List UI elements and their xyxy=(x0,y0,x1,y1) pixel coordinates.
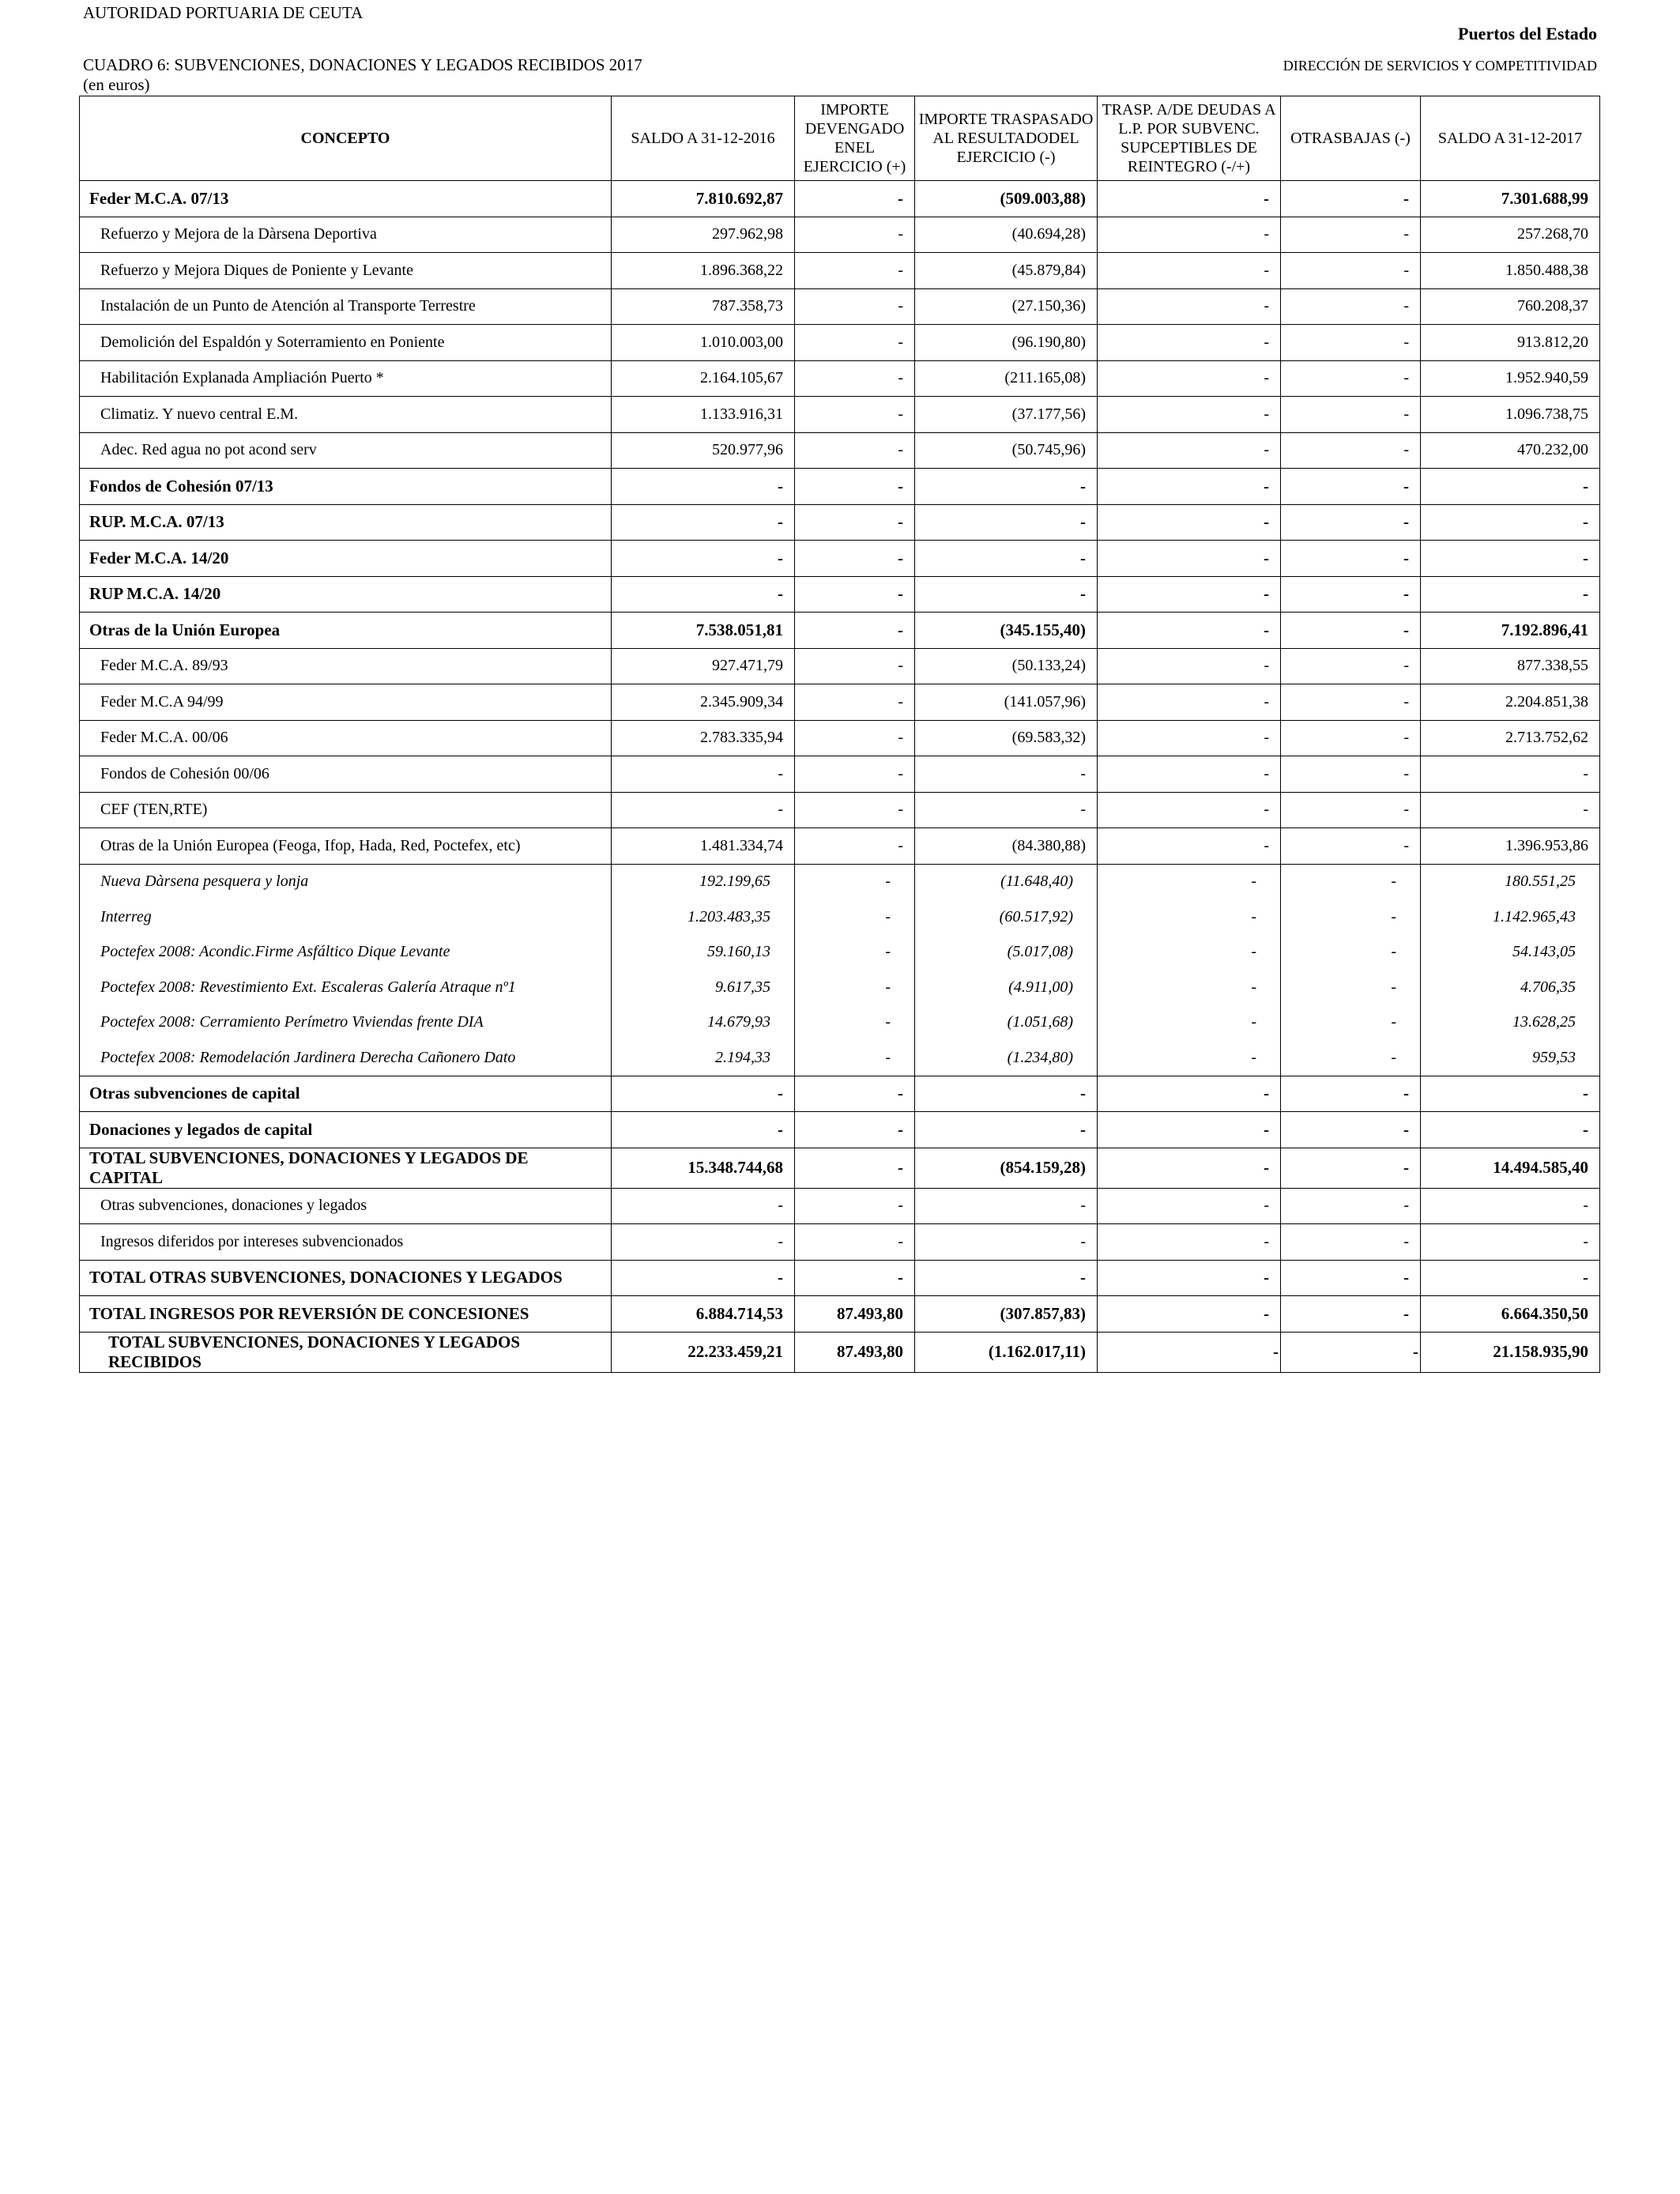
row-concept: Fondos de Cohesión 00/06 xyxy=(80,756,612,793)
row-value: - xyxy=(1281,1076,1421,1112)
row-value: - xyxy=(612,541,795,577)
row-value: 1.133.916,31 xyxy=(612,397,795,433)
row-value: - xyxy=(1281,970,1421,1005)
table-row xyxy=(80,1332,1600,1372)
row-value: 2.345.909,34 xyxy=(612,684,795,721)
row-value: - xyxy=(1281,792,1421,828)
row-value: - xyxy=(795,1076,915,1112)
row-value: 1.896.368,22 xyxy=(612,253,795,289)
row-value: - xyxy=(795,899,915,935)
row-value: - xyxy=(1098,360,1281,397)
row-value: - xyxy=(612,1112,795,1148)
row-value: 913.812,20 xyxy=(1421,325,1600,361)
row-value: - xyxy=(1098,504,1281,541)
row-value: - xyxy=(1098,1112,1281,1148)
table-row xyxy=(80,1005,1600,1041)
row-value: - xyxy=(1281,1224,1421,1261)
row-value: - xyxy=(1281,397,1421,433)
table-row xyxy=(80,613,1600,649)
row-value: (40.694,28) xyxy=(915,217,1098,253)
row-concept: TOTAL SUBVENCIONES, DONACIONES Y LEGADOS DE CAPITAL xyxy=(80,1148,612,1188)
row-concept: Demolición del Espaldón y Soterramiento en Poniente xyxy=(80,325,612,361)
row-value: - xyxy=(1281,1188,1421,1224)
row-value: 6.884.714,53 xyxy=(612,1296,795,1333)
row-value: (37.177,56) xyxy=(915,397,1098,433)
row-value: 2.713.752,62 xyxy=(1421,720,1600,756)
column-header: OTRASBAJAS (-) xyxy=(1281,96,1421,181)
row-value: 59.160,13 xyxy=(612,935,795,971)
row-value: - xyxy=(795,720,915,756)
row-value: 9.617,35 xyxy=(612,970,795,1005)
row-value: - xyxy=(795,397,915,433)
row-value: (27.150,36) xyxy=(915,288,1098,325)
row-value: (1.162.017,11) xyxy=(915,1332,1098,1372)
row-value: - xyxy=(795,217,915,253)
row-value: (50.133,24) xyxy=(915,648,1098,684)
row-concept: Poctefex 2008: Revestimiento Ext. Escaleras Galería Atraque nº1 xyxy=(80,970,612,1005)
table-row xyxy=(80,217,1600,253)
row-value: - xyxy=(1421,756,1600,793)
row-concept: RUP M.C.A. 14/20 xyxy=(80,576,612,613)
row-value: - xyxy=(795,288,915,325)
row-concept: TOTAL SUBVENCIONES, DONACIONES Y LEGADOS RECIBIDOS xyxy=(80,1332,612,1372)
row-value: - xyxy=(1098,469,1281,505)
row-value: 2.164.105,67 xyxy=(612,360,795,397)
table-row xyxy=(80,504,1600,541)
row-value: - xyxy=(795,828,915,865)
row-value: 14.494.585,40 xyxy=(1421,1148,1600,1188)
row-concept: Feder M.C.A. 89/93 xyxy=(80,648,612,684)
row-value: - xyxy=(795,756,915,793)
row-value: - xyxy=(795,648,915,684)
row-value: - xyxy=(1281,1005,1421,1041)
row-value: - xyxy=(1098,864,1281,899)
row-value: (5.017,08) xyxy=(915,935,1098,971)
row-value: - xyxy=(1098,1148,1281,1188)
row-value: 87.493,80 xyxy=(795,1332,915,1372)
row-value: - xyxy=(795,935,915,971)
row-value: - xyxy=(795,970,915,1005)
row-value: - xyxy=(795,1005,915,1041)
row-value: - xyxy=(1421,1224,1600,1261)
row-value: - xyxy=(1098,1296,1281,1333)
row-value: - xyxy=(795,1040,915,1076)
row-value: - xyxy=(1098,1260,1281,1296)
row-value: (509.003,88) xyxy=(915,181,1098,217)
row-value: 959,53 xyxy=(1421,1040,1600,1076)
row-value: - xyxy=(1281,828,1421,865)
row-value: - xyxy=(795,613,915,649)
table-row xyxy=(80,792,1600,828)
table-row xyxy=(80,360,1600,397)
row-value: (1.051,68) xyxy=(915,1005,1098,1041)
row-value: - xyxy=(1098,181,1281,217)
column-header: TRASP. A/DE DEUDAS A L.P. POR SUBVENC. SUPCEPTIBLES DE REINTEGRO (-/+) xyxy=(1098,96,1281,181)
table-body xyxy=(80,181,1600,1373)
table-row xyxy=(80,970,1600,1005)
row-value: - xyxy=(795,253,915,289)
row-value: (854.159,28) xyxy=(915,1148,1098,1188)
row-value: - xyxy=(1098,1332,1281,1372)
row-value: 1.952.940,59 xyxy=(1421,360,1600,397)
row-concept: Fondos de Cohesión 07/13 xyxy=(80,469,612,505)
row-value: 21.158.935,90 xyxy=(1421,1332,1600,1372)
row-value: - xyxy=(1098,828,1281,865)
table-row xyxy=(80,1112,1600,1148)
row-concept: Feder M.C.A. 07/13 xyxy=(80,181,612,217)
row-value: 7.301.688,99 xyxy=(1421,181,1600,217)
row-concept: Feder M.C.A. 00/06 xyxy=(80,720,612,756)
row-value: - xyxy=(795,576,915,613)
row-value: - xyxy=(1281,541,1421,577)
row-value: - xyxy=(915,576,1098,613)
row-value: (307.857,83) xyxy=(915,1296,1098,1333)
row-value: (345.155,40) xyxy=(915,613,1098,649)
row-value: - xyxy=(1281,899,1421,935)
row-value: - xyxy=(1098,613,1281,649)
row-value: 1.203.483,35 xyxy=(612,899,795,935)
row-value: - xyxy=(1098,288,1281,325)
row-value: - xyxy=(795,1188,915,1224)
table-row xyxy=(80,288,1600,325)
row-concept: Poctefex 2008: Cerramiento Perímetro Viviendas frente DIA xyxy=(80,1005,612,1041)
row-value: - xyxy=(1421,1260,1600,1296)
table-row xyxy=(80,756,1600,793)
row-value: 760.208,37 xyxy=(1421,288,1600,325)
row-concept: Feder M.C.A. 14/20 xyxy=(80,541,612,577)
row-concept: RUP. M.C.A. 07/13 xyxy=(80,504,612,541)
row-value: 470.232,00 xyxy=(1421,432,1600,469)
table-row xyxy=(80,648,1600,684)
brand-name: Puertos del Estado xyxy=(1458,24,1597,43)
row-value: 87.493,80 xyxy=(795,1296,915,1333)
row-value: 7.810.692,87 xyxy=(612,181,795,217)
row-value: - xyxy=(1098,576,1281,613)
row-value: 6.664.350,50 xyxy=(1421,1296,1600,1333)
table-row xyxy=(80,828,1600,865)
row-value: - xyxy=(612,1224,795,1261)
row-value: (211.165,08) xyxy=(915,360,1098,397)
row-value: - xyxy=(1098,935,1281,971)
row-value: - xyxy=(915,1260,1098,1296)
row-value: 15.348.744,68 xyxy=(612,1148,795,1188)
row-value: - xyxy=(1421,1188,1600,1224)
row-value: 180.551,25 xyxy=(1421,864,1600,899)
row-value: - xyxy=(1421,469,1600,505)
table-header-row xyxy=(80,96,1600,181)
row-value: - xyxy=(1281,684,1421,721)
table-row xyxy=(80,684,1600,721)
table-row xyxy=(80,181,1600,217)
row-value: - xyxy=(1281,288,1421,325)
row-value: 520.977,96 xyxy=(612,432,795,469)
row-value: - xyxy=(915,1076,1098,1112)
table-row xyxy=(80,1188,1600,1224)
row-value: - xyxy=(1281,1332,1421,1372)
row-value: (84.380,88) xyxy=(915,828,1098,865)
row-value: - xyxy=(915,469,1098,505)
row-value: 877.338,55 xyxy=(1421,648,1600,684)
row-value: - xyxy=(1098,1040,1281,1076)
row-value: 7.192.896,41 xyxy=(1421,613,1600,649)
row-value: - xyxy=(1421,541,1600,577)
row-value: - xyxy=(1098,970,1281,1005)
row-value: (4.911,00) xyxy=(915,970,1098,1005)
row-value: - xyxy=(1281,1296,1421,1333)
row-concept: CEF (TEN,RTE) xyxy=(80,792,612,828)
row-concept: TOTAL OTRAS SUBVENCIONES, DONACIONES Y LEGADOS xyxy=(80,1260,612,1296)
table-row xyxy=(80,576,1600,613)
table-row xyxy=(80,1260,1600,1296)
row-value: - xyxy=(1281,935,1421,971)
table-row xyxy=(80,541,1600,577)
row-concept: Otras subvenciones de capital xyxy=(80,1076,612,1112)
row-value: - xyxy=(795,1224,915,1261)
row-value: (141.057,96) xyxy=(915,684,1098,721)
row-value: - xyxy=(795,684,915,721)
row-value: - xyxy=(612,756,795,793)
row-value: - xyxy=(795,181,915,217)
row-concept: Ingresos diferidos por intereses subvencionados xyxy=(80,1224,612,1261)
row-value: - xyxy=(1281,504,1421,541)
row-value: - xyxy=(1281,1260,1421,1296)
row-value: (50.745,96) xyxy=(915,432,1098,469)
row-value: 192.199,65 xyxy=(612,864,795,899)
table-row xyxy=(80,1224,1600,1261)
row-value: - xyxy=(1421,576,1600,613)
row-concept: Refuerzo y Mejora Diques de Poniente y Levante xyxy=(80,253,612,289)
row-value: 2.204.851,38 xyxy=(1421,684,1600,721)
row-concept: Poctefex 2008: Acondic.Firme Asfáltico Dique Levante xyxy=(80,935,612,971)
row-value: 7.538.051,81 xyxy=(612,613,795,649)
row-value: - xyxy=(1281,576,1421,613)
row-value: - xyxy=(1281,756,1421,793)
table-row xyxy=(80,899,1600,935)
row-value: - xyxy=(1098,397,1281,433)
table-row xyxy=(80,397,1600,433)
row-value: - xyxy=(612,504,795,541)
row-value: 787.358,73 xyxy=(612,288,795,325)
row-value: - xyxy=(1281,360,1421,397)
table-title: CUADRO 6: SUBVENCIONES, DONACIONES Y LEGADOS RECIBIDOS 2017 xyxy=(83,55,642,74)
row-value: 13.628,25 xyxy=(1421,1005,1600,1041)
row-value: - xyxy=(612,792,795,828)
row-value: 1.010.003,00 xyxy=(612,325,795,361)
row-concept: Climatiz. Y nuevo central E.M. xyxy=(80,397,612,433)
row-concept: Habilitación Explanada Ampliación Puerto * xyxy=(80,360,612,397)
row-value: - xyxy=(795,792,915,828)
row-value: - xyxy=(1098,1005,1281,1041)
column-header: IMPORTE DEVENGADO ENEL EJERCICIO (+) xyxy=(795,96,915,181)
row-value: - xyxy=(1281,217,1421,253)
row-value: - xyxy=(795,325,915,361)
row-concept: Instalación de un Punto de Atención al Transporte Terrestre xyxy=(80,288,612,325)
row-value: - xyxy=(1098,684,1281,721)
table-row xyxy=(80,935,1600,971)
organization-name: AUTORIDAD PORTUARIA DE CEUTA xyxy=(83,3,363,22)
row-value: 4.706,35 xyxy=(1421,970,1600,1005)
row-value: - xyxy=(1098,648,1281,684)
row-value: 2.194,33 xyxy=(612,1040,795,1076)
row-value: - xyxy=(795,360,915,397)
column-header: SALDO A 31-12-2017 xyxy=(1421,96,1600,181)
table-row xyxy=(80,1148,1600,1188)
row-concept: Otras de la Unión Europea xyxy=(80,613,612,649)
row-value: - xyxy=(1098,1188,1281,1224)
row-value: (60.517,92) xyxy=(915,899,1098,935)
row-value: - xyxy=(1281,253,1421,289)
table-row xyxy=(80,469,1600,505)
subsidies-table xyxy=(79,96,1600,1373)
row-concept: Otras subvenciones, donaciones y legados xyxy=(80,1188,612,1224)
row-value: - xyxy=(1421,1112,1600,1148)
row-value: - xyxy=(1281,720,1421,756)
table-row xyxy=(80,325,1600,361)
row-value: - xyxy=(612,576,795,613)
row-concept: Poctefex 2008: Remodelación Jardinera Derecha Cañonero Dato xyxy=(80,1040,612,1076)
row-value: - xyxy=(1098,253,1281,289)
row-value: - xyxy=(795,1260,915,1296)
column-header: CONCEPTO xyxy=(80,96,612,181)
row-value: (45.879,84) xyxy=(915,253,1098,289)
row-value: - xyxy=(915,1224,1098,1261)
row-value: - xyxy=(612,1076,795,1112)
row-value: - xyxy=(1281,181,1421,217)
row-value: 927.471,79 xyxy=(612,648,795,684)
row-value: - xyxy=(795,504,915,541)
row-value: - xyxy=(1281,1040,1421,1076)
row-value: - xyxy=(1281,648,1421,684)
table-row xyxy=(80,432,1600,469)
row-value: (11.648,40) xyxy=(915,864,1098,899)
row-value: 257.268,70 xyxy=(1421,217,1600,253)
department-name: DIRECCIÓN DE SERVICIOS Y COMPETITIVIDAD xyxy=(1283,58,1597,74)
row-value: - xyxy=(915,792,1098,828)
row-value: 297.962,98 xyxy=(612,217,795,253)
row-value: - xyxy=(915,756,1098,793)
row-value: - xyxy=(795,1112,915,1148)
table-row xyxy=(80,1040,1600,1076)
row-concept: Refuerzo y Mejora de la Dàrsena Deportiva xyxy=(80,217,612,253)
row-value: - xyxy=(1281,613,1421,649)
row-value: - xyxy=(915,1112,1098,1148)
row-value: - xyxy=(1098,217,1281,253)
row-value: - xyxy=(1421,1076,1600,1112)
column-header: IMPORTE TRASPASADO AL RESULTADODEL EJERCICIO (-) xyxy=(915,96,1098,181)
row-value: - xyxy=(612,1260,795,1296)
row-value: 54.143,05 xyxy=(1421,935,1600,971)
row-value: - xyxy=(1098,325,1281,361)
row-value: - xyxy=(915,504,1098,541)
row-concept: Adec. Red agua no pot acond serv xyxy=(80,432,612,469)
row-concept: TOTAL INGRESOS POR REVERSIÓN DE CONCESIONES xyxy=(80,1296,612,1333)
row-value: - xyxy=(1098,792,1281,828)
row-value: (69.583,32) xyxy=(915,720,1098,756)
row-value: - xyxy=(612,469,795,505)
row-value: 2.783.335,94 xyxy=(612,720,795,756)
row-value: 1.396.953,86 xyxy=(1421,828,1600,865)
row-value: - xyxy=(795,432,915,469)
row-value: - xyxy=(612,1188,795,1224)
row-concept: Feder M.C.A 94/99 xyxy=(80,684,612,721)
unit-note: (en euros) xyxy=(83,75,150,94)
row-value: - xyxy=(1098,720,1281,756)
row-value: - xyxy=(1421,504,1600,541)
table-row xyxy=(80,1296,1600,1333)
row-value: 1.142.965,43 xyxy=(1421,899,1600,935)
row-value: 14.679,93 xyxy=(612,1005,795,1041)
row-value: 1.850.488,38 xyxy=(1421,253,1600,289)
table-row xyxy=(80,1076,1600,1112)
row-value: - xyxy=(1281,1148,1421,1188)
row-value: - xyxy=(1421,792,1600,828)
row-value: (1.234,80) xyxy=(915,1040,1098,1076)
row-value: - xyxy=(1281,325,1421,361)
row-value: - xyxy=(1281,469,1421,505)
row-concept: Otras de la Unión Europea (Feoga, Ifop, Hada, Red, Poctefex, etc) xyxy=(80,828,612,865)
table-row xyxy=(80,864,1600,899)
row-value: - xyxy=(795,469,915,505)
row-value: - xyxy=(795,864,915,899)
column-header: SALDO A 31-12-2016 xyxy=(612,96,795,181)
row-value: - xyxy=(915,1188,1098,1224)
row-value: - xyxy=(1098,899,1281,935)
row-value: - xyxy=(915,541,1098,577)
row-concept: Nueva Dàrsena pesquera y lonja xyxy=(80,864,612,899)
table-row xyxy=(80,253,1600,289)
row-value: - xyxy=(1098,541,1281,577)
row-value: - xyxy=(795,541,915,577)
row-value: - xyxy=(1098,432,1281,469)
row-value: 1.096.738,75 xyxy=(1421,397,1600,433)
row-value: 1.481.334,74 xyxy=(612,828,795,865)
row-value: - xyxy=(1098,1076,1281,1112)
row-concept: Interreg xyxy=(80,899,612,935)
table-row xyxy=(80,720,1600,756)
row-value: (96.190,80) xyxy=(915,325,1098,361)
row-value: - xyxy=(1098,1224,1281,1261)
row-concept: Donaciones y legados de capital xyxy=(80,1112,612,1148)
row-value: - xyxy=(1281,432,1421,469)
row-value: - xyxy=(1098,756,1281,793)
row-value: - xyxy=(795,1148,915,1188)
row-value: - xyxy=(1281,1112,1421,1148)
row-value: 22.233.459,21 xyxy=(612,1332,795,1372)
row-value: - xyxy=(1281,864,1421,899)
